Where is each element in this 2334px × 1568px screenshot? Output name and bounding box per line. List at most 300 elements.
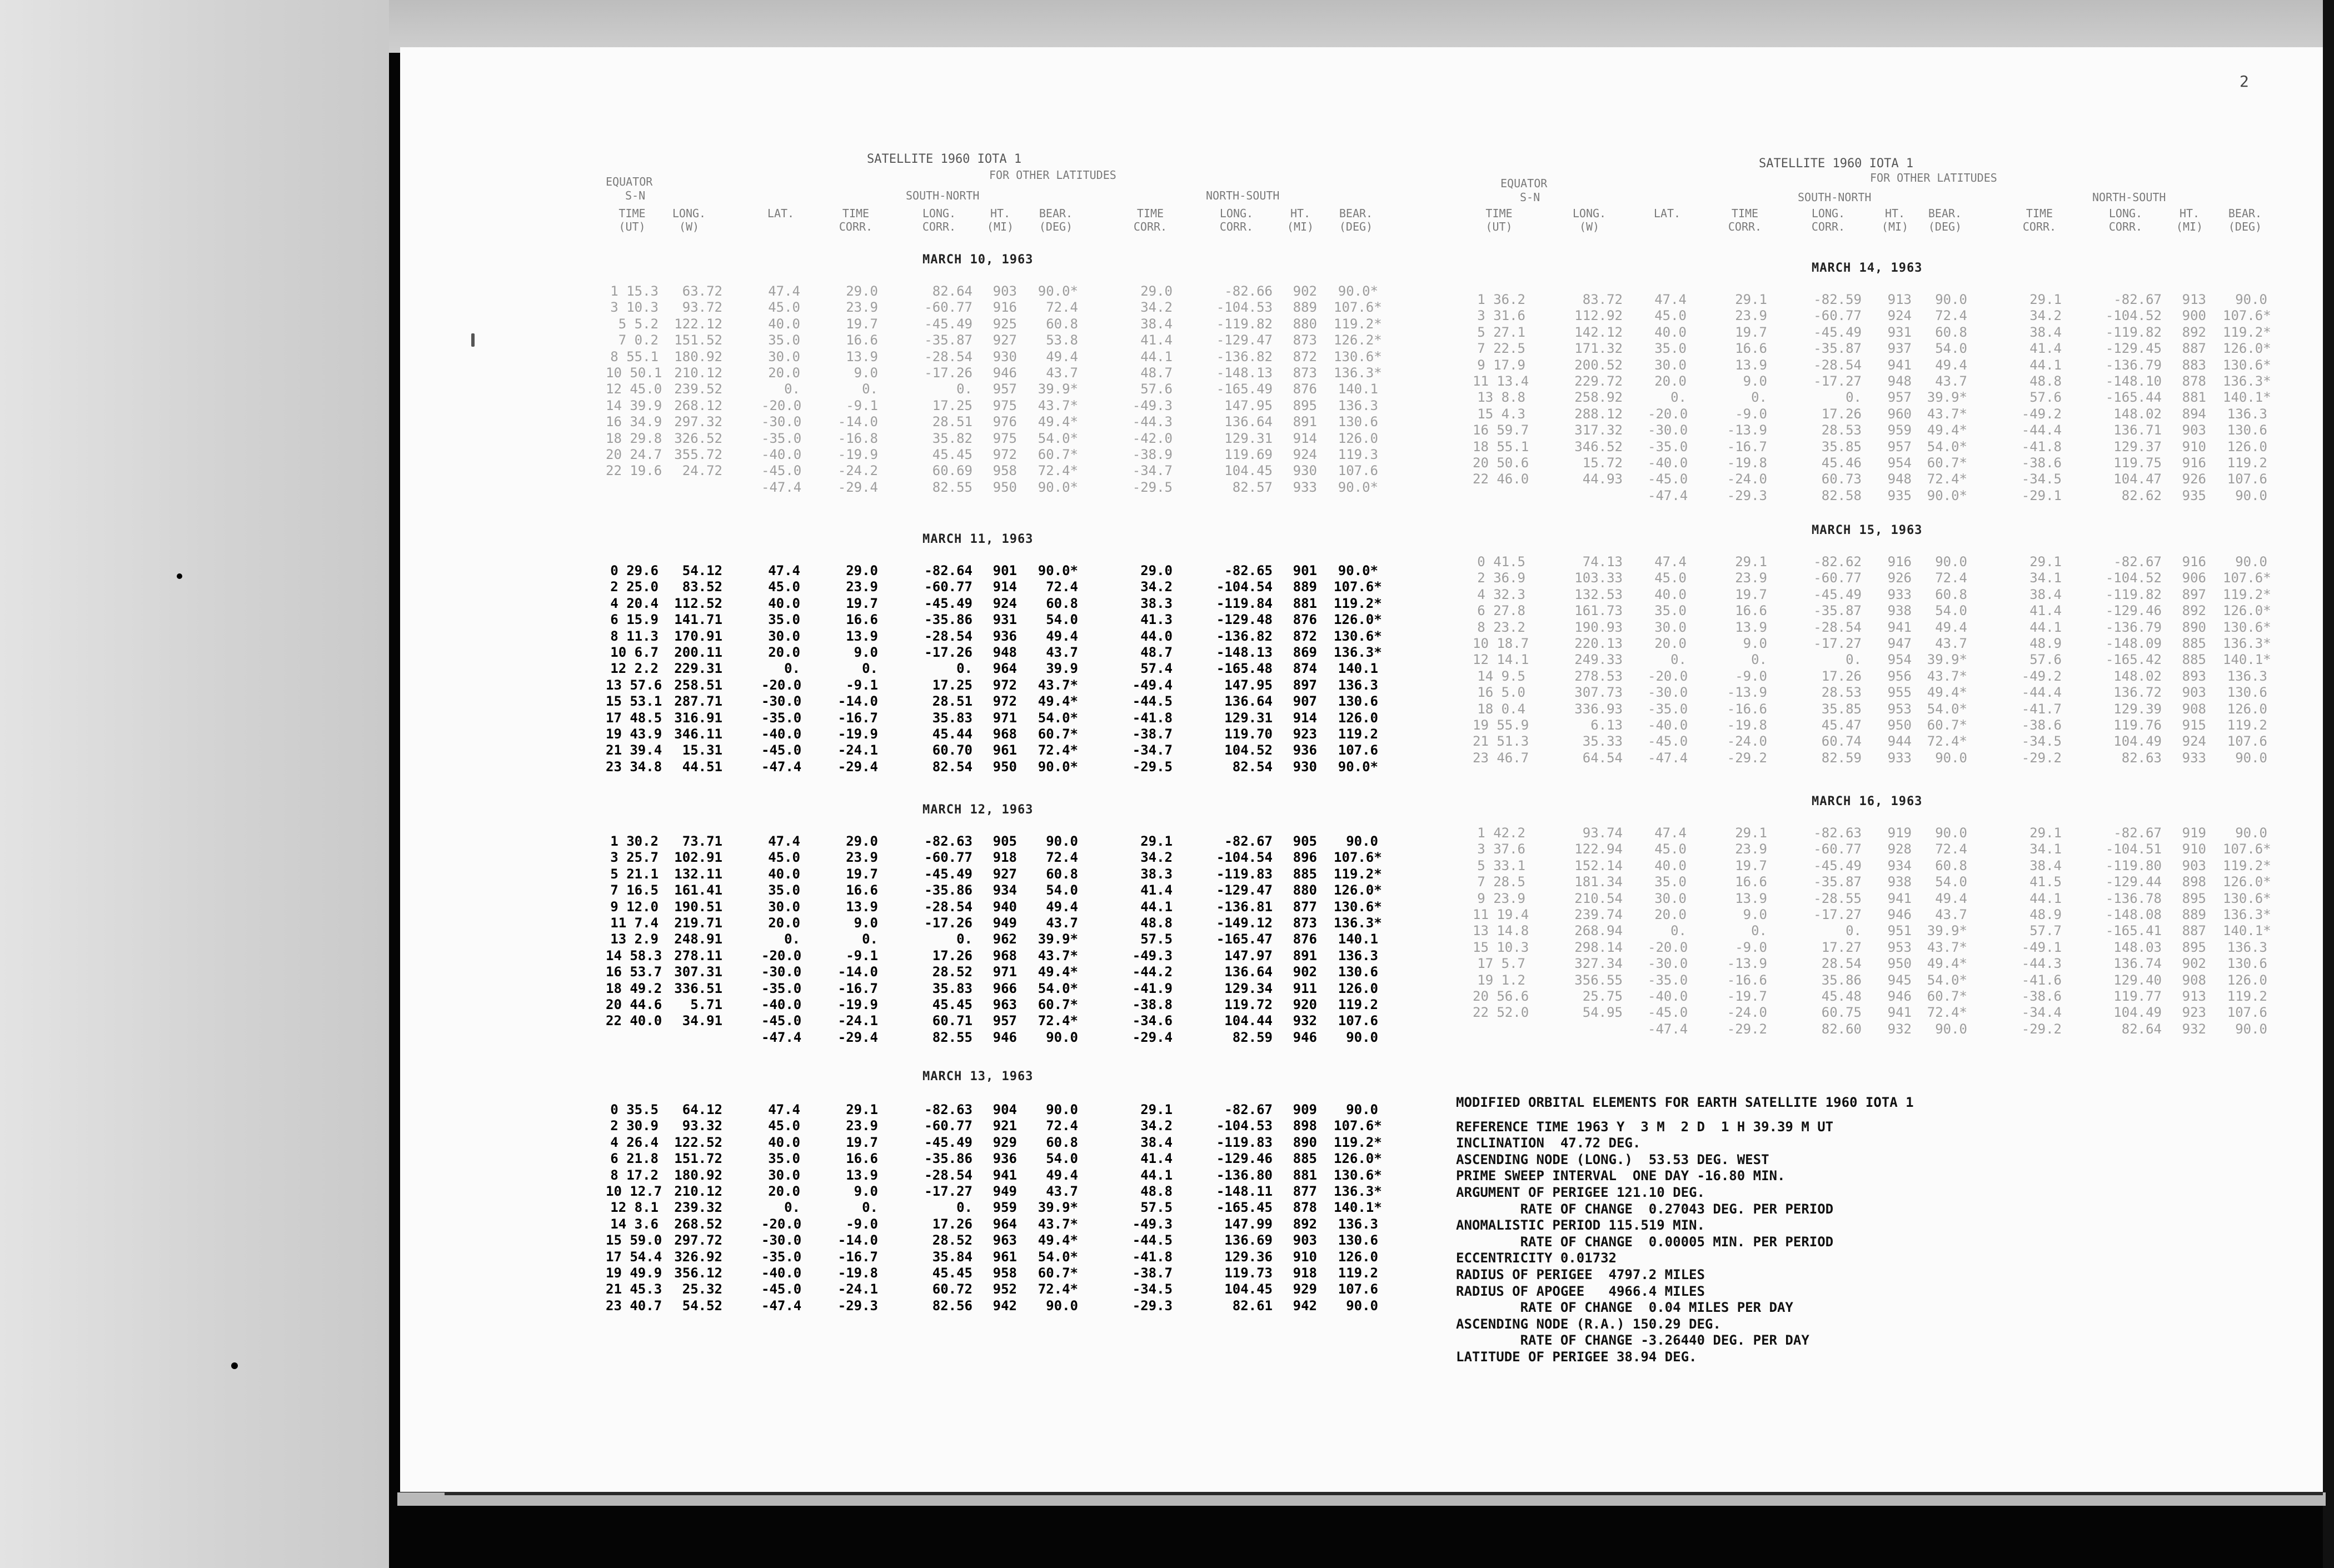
table-cell: 119.72 bbox=[1224, 997, 1273, 1012]
table-cell: -41.8 bbox=[2021, 438, 2062, 455]
table-cell: 107.6 bbox=[1338, 463, 1378, 479]
table-cell: 82.63 bbox=[2121, 750, 2162, 766]
table-cell: 39.9* bbox=[1038, 1200, 1078, 1216]
table-cell: 39.9* bbox=[1038, 931, 1078, 947]
table-cell: -136.82 bbox=[1216, 348, 1273, 364]
table-cell: 16.6 bbox=[1735, 603, 1767, 619]
table-cell: 47.4 bbox=[768, 563, 800, 578]
table-cell: 918 bbox=[993, 850, 1017, 866]
table-cell: 104.49 bbox=[2113, 733, 2162, 750]
table-cell: 892 bbox=[2182, 324, 2206, 340]
table-cell: 5 33.1 bbox=[1477, 857, 1525, 873]
table-cell: 962 bbox=[993, 931, 1017, 947]
table-cell: 9.0 bbox=[854, 1184, 878, 1199]
table-cell: 20 44.6 bbox=[606, 997, 662, 1012]
section-title: MARCH 14, 1963 bbox=[1812, 261, 1923, 275]
table-cell: 126.0 bbox=[1338, 710, 1378, 726]
table-cell: -29.4 bbox=[837, 479, 878, 495]
table-cell: 24.72 bbox=[682, 463, 722, 479]
table-cell: -38.7 bbox=[1132, 726, 1173, 742]
table-cell: -49.3 bbox=[1132, 397, 1173, 413]
table-cell: 82.54 bbox=[1232, 758, 1273, 775]
table-cell: 30.0 bbox=[768, 348, 800, 364]
table-cell: -16.7 bbox=[837, 1249, 878, 1265]
table-cell: 976 bbox=[993, 414, 1017, 430]
table-cell: -148.09 bbox=[2105, 636, 2162, 651]
table-cell: 126.0 bbox=[2227, 438, 2267, 455]
table-cell: -119.83 bbox=[1216, 1134, 1273, 1150]
table-cell: 914 bbox=[1293, 710, 1317, 726]
table-cell: 112.52 bbox=[674, 595, 722, 611]
table-cell: -165.47 bbox=[1216, 931, 1273, 947]
table-cell: -44.3 bbox=[2021, 956, 2062, 972]
table-cell: 963 bbox=[993, 997, 1017, 1012]
table-cell: -29.3 bbox=[1132, 1297, 1173, 1314]
table-cell: 107.6 bbox=[1338, 742, 1378, 758]
table-cell: 17.26 bbox=[932, 947, 972, 963]
table-cell: 171.32 bbox=[1574, 341, 1623, 357]
background-top bbox=[389, 0, 2334, 53]
table-cell: 54.0* bbox=[1927, 972, 1967, 988]
table-cell: 918 bbox=[1293, 1265, 1317, 1281]
table-cell: -45.0 bbox=[761, 463, 802, 479]
table-cell: 30.0 bbox=[1654, 890, 1687, 906]
table-cell: -129.47 bbox=[1216, 332, 1273, 348]
table-cell: 957 bbox=[1887, 438, 1912, 455]
table-cell: 924 bbox=[1293, 447, 1317, 462]
table-cell: 239.74 bbox=[1574, 907, 1623, 922]
orbital-element-line: ARGUMENT OF PERIGEE 121.10 DEG. bbox=[1456, 1184, 1705, 1200]
table-cell: 6 15.9 bbox=[610, 612, 659, 628]
table-cell: -119.84 bbox=[1216, 595, 1273, 611]
table-cell: 957 bbox=[993, 1013, 1017, 1029]
table-cell: -24.0 bbox=[1727, 1005, 1767, 1021]
table-cell: 936 bbox=[1293, 742, 1317, 758]
table-cell: 16 34.9 bbox=[606, 414, 662, 430]
table-cell: -38.8 bbox=[1132, 997, 1173, 1012]
table-cell: 54.0* bbox=[1927, 701, 1967, 717]
table-cell: 17.27 bbox=[1821, 939, 1862, 955]
table-cell: 346.11 bbox=[674, 726, 722, 742]
table-cell: 72.4 bbox=[1935, 570, 1967, 586]
table-cell: 126.0 bbox=[1338, 430, 1378, 446]
table-cell: 17.25 bbox=[932, 677, 972, 693]
table-cell: 60.72 bbox=[932, 1281, 972, 1297]
table-cell: 147.95 bbox=[1224, 397, 1273, 413]
table-cell: 20.0 bbox=[768, 915, 800, 931]
table-cell: 130.6* bbox=[2223, 890, 2271, 906]
table-cell: 48.7 bbox=[1140, 645, 1173, 660]
table-cell: -24.1 bbox=[837, 1281, 878, 1297]
table-cell: 49.4* bbox=[1927, 956, 1967, 972]
table-cell: -47.4 bbox=[1648, 750, 1688, 766]
table-cell: 40.0 bbox=[768, 866, 800, 882]
table-cell: 90.0* bbox=[1038, 563, 1078, 578]
table-cell: 23.9 bbox=[846, 1118, 878, 1134]
table-cell: 893 bbox=[2182, 668, 2206, 684]
table-cell: 60.8 bbox=[1935, 586, 1967, 602]
table-cell: 148.02 bbox=[2113, 406, 2162, 422]
table-cell: 239.32 bbox=[674, 1200, 722, 1216]
table-cell: 928 bbox=[1887, 841, 1912, 857]
table-cell: -148.13 bbox=[1216, 365, 1273, 381]
table-cell: -136.79 bbox=[2105, 357, 2162, 373]
table-cell: 107.6* bbox=[2223, 570, 2271, 586]
column-label: HT. (MI) bbox=[1286, 207, 1314, 233]
table-cell: 945 bbox=[1887, 972, 1912, 988]
table-cell: -119.80 bbox=[2105, 857, 2162, 873]
table-cell: 107.6* bbox=[1334, 850, 1382, 866]
table-cell: 22 46.0 bbox=[1473, 471, 1529, 487]
table-cell: 23.9 bbox=[846, 850, 878, 866]
table-cell: 39.9* bbox=[1927, 923, 1967, 939]
table-cell: 3 31.6 bbox=[1477, 308, 1525, 324]
table-cell: -16.8 bbox=[837, 430, 878, 446]
table-cell: 0. bbox=[862, 931, 878, 947]
table-cell: 147.97 bbox=[1224, 947, 1273, 963]
table-cell: 39.9* bbox=[1927, 652, 1967, 668]
table-cell: -38.7 bbox=[1132, 1265, 1173, 1281]
table-cell: 931 bbox=[993, 612, 1017, 628]
table-cell: 937 bbox=[1887, 341, 1912, 357]
table-cell: -119.83 bbox=[1216, 866, 1273, 882]
table-cell: 34.2 bbox=[2029, 308, 2062, 324]
table-cell: 975 bbox=[993, 430, 1017, 446]
table-cell: 946 bbox=[1887, 988, 1912, 1004]
table-cell: 951 bbox=[1887, 923, 1912, 939]
table-cell: 72.4* bbox=[1927, 471, 1967, 487]
table-cell: 148.02 bbox=[2113, 668, 2162, 684]
table-cell: 90.0 bbox=[1346, 1297, 1378, 1314]
table-cell: 287.71 bbox=[674, 693, 722, 710]
table-cell: 54.0* bbox=[1038, 710, 1078, 726]
table-cell: 72.4* bbox=[1927, 1005, 1967, 1021]
table-cell: 35.86 bbox=[1821, 972, 1862, 988]
table-cell: 48.7 bbox=[1140, 365, 1173, 381]
orbital-element-line: ANOMALISTIC PERIOD 115.519 MIN. bbox=[1456, 1217, 1705, 1234]
table-cell: 933 bbox=[2182, 750, 2206, 766]
table-cell: 34.1 bbox=[2029, 841, 2062, 857]
table-cell: 45.46 bbox=[1821, 455, 1862, 471]
table-cell: 49.4* bbox=[1038, 964, 1078, 980]
table-cell: 38.3 bbox=[1140, 595, 1173, 611]
table-cell: 129.39 bbox=[2113, 701, 2162, 717]
table-cell: 258.92 bbox=[1574, 389, 1623, 406]
table-cell: 43.7* bbox=[1038, 947, 1078, 963]
column-label: LONG. CORR. bbox=[2108, 207, 2143, 233]
table-cell: -28.54 bbox=[1813, 357, 1862, 373]
table-cell: -49.3 bbox=[1132, 1216, 1173, 1232]
table-cell: 895 bbox=[1293, 397, 1317, 413]
table-cell: -44.4 bbox=[2021, 422, 2062, 438]
table-cell: -44.3 bbox=[1132, 414, 1173, 430]
right-equator-label: EQUATOR bbox=[1500, 177, 1548, 190]
table-cell: -41.8 bbox=[1132, 1249, 1173, 1265]
table-cell: -148.13 bbox=[1216, 645, 1273, 660]
table-cell: -129.44 bbox=[2105, 874, 2162, 890]
orbital-element-line: RADIUS OF APOGEE 4966.4 MILES bbox=[1456, 1283, 1705, 1299]
table-cell: -45.0 bbox=[761, 1281, 802, 1297]
table-cell: 916 bbox=[993, 299, 1017, 316]
table-cell: -40.0 bbox=[1648, 455, 1688, 471]
table-cell: 40.0 bbox=[1654, 586, 1687, 602]
table-cell: 57.6 bbox=[1140, 381, 1173, 397]
table-cell: 161.41 bbox=[674, 882, 722, 898]
table-cell: 15.72 bbox=[1582, 455, 1623, 471]
table-cell: 28.54 bbox=[1821, 956, 1862, 972]
table-cell: 82.59 bbox=[1821, 750, 1862, 766]
table-cell: 82.60 bbox=[1821, 1021, 1862, 1037]
table-cell: 881 bbox=[1293, 595, 1317, 611]
table-cell: 180.92 bbox=[674, 348, 722, 364]
table-cell: -45.49 bbox=[1813, 324, 1862, 340]
table-cell: 90.0* bbox=[1038, 479, 1078, 495]
table-cell: 0. bbox=[956, 1200, 972, 1216]
table-cell: 923 bbox=[1293, 726, 1317, 742]
table-cell: 933 bbox=[1293, 479, 1317, 495]
table-cell: -49.3 bbox=[1132, 947, 1173, 963]
table-cell: -40.0 bbox=[761, 726, 802, 742]
table-cell: 200.11 bbox=[674, 645, 722, 660]
table-cell: -82.64 bbox=[924, 563, 972, 578]
table-cell: 878 bbox=[1293, 1200, 1317, 1216]
table-cell: 946 bbox=[1887, 907, 1912, 922]
table-cell: 903 bbox=[2182, 685, 2206, 701]
table-cell: 0. bbox=[1751, 652, 1767, 668]
table-cell: 913 bbox=[2182, 988, 2206, 1004]
table-cell: 49.4* bbox=[1927, 685, 1967, 701]
table-cell: 950 bbox=[1887, 717, 1912, 733]
table-cell: 130.6* bbox=[2223, 357, 2271, 373]
table-cell: 136.3 bbox=[1338, 677, 1378, 693]
table-cell: 904 bbox=[993, 1102, 1017, 1117]
table-cell: 905 bbox=[1293, 833, 1317, 849]
table-cell: 147.95 bbox=[1224, 677, 1273, 693]
table-cell: 136.69 bbox=[1224, 1232, 1273, 1249]
table-cell: 60.69 bbox=[932, 463, 972, 479]
table-cell: 129.37 bbox=[2113, 438, 2162, 455]
table-cell: 895 bbox=[2182, 939, 2206, 955]
table-cell: 72.4* bbox=[1038, 1013, 1078, 1029]
table-cell: 20.0 bbox=[1654, 373, 1687, 389]
table-cell: 932 bbox=[2182, 1021, 2206, 1037]
table-cell: 34.1 bbox=[2029, 570, 2062, 586]
table-cell: 21 45.3 bbox=[606, 1281, 662, 1297]
table-cell: 90.0 bbox=[1046, 1297, 1078, 1314]
table-cell: 54.0 bbox=[1046, 1151, 1078, 1167]
table-cell: 936 bbox=[993, 628, 1017, 644]
table-cell: 2 30.9 bbox=[610, 1118, 659, 1134]
table-cell: 47.4 bbox=[1654, 554, 1687, 570]
table-cell: 136.3* bbox=[2223, 907, 2271, 922]
table-cell: -82.67 bbox=[2113, 292, 2162, 307]
table-cell: 39.9* bbox=[1038, 381, 1078, 397]
table-cell: 41.4 bbox=[2029, 603, 2062, 619]
table-cell: 955 bbox=[1887, 685, 1912, 701]
column-label: BEAR. (DEG) bbox=[1339, 207, 1373, 233]
table-cell: 15 4.3 bbox=[1477, 406, 1525, 422]
table-cell: 952 bbox=[993, 1281, 1017, 1297]
table-cell: 60.71 bbox=[932, 1013, 972, 1029]
table-cell: 880 bbox=[1293, 316, 1317, 332]
table-cell: -119.82 bbox=[1216, 316, 1273, 332]
table-cell: 90.0* bbox=[1338, 283, 1378, 299]
table-cell: 90.0* bbox=[1038, 283, 1078, 299]
table-cell: 107.6 bbox=[1338, 1281, 1378, 1297]
table-cell: 35.33 bbox=[1582, 733, 1623, 750]
table-cell: 19 43.9 bbox=[606, 726, 662, 742]
table-cell: 107.6* bbox=[1334, 579, 1382, 595]
table-cell: -34.5 bbox=[2021, 733, 2062, 750]
table-cell: 883 bbox=[2182, 357, 2206, 373]
table-cell: 9 12.0 bbox=[610, 898, 659, 915]
table-cell: -42.0 bbox=[1132, 430, 1173, 446]
table-cell: 9.0 bbox=[854, 915, 878, 931]
table-cell: -29.5 bbox=[1132, 758, 1173, 775]
table-cell: 93.74 bbox=[1582, 825, 1623, 841]
table-cell: 885 bbox=[1293, 866, 1317, 882]
table-cell: 961 bbox=[993, 1249, 1017, 1265]
table-cell: 356.55 bbox=[1574, 972, 1623, 988]
table-cell: 90.0* bbox=[1927, 487, 1967, 503]
table-cell: 136.3* bbox=[2223, 636, 2271, 651]
table-cell: 90.0* bbox=[1338, 563, 1378, 578]
table-cell: -14.0 bbox=[837, 1232, 878, 1249]
table-cell: 268.94 bbox=[1574, 923, 1623, 939]
table-cell: -17.26 bbox=[924, 915, 972, 931]
left-satellite-title: SATELLITE 1960 IOTA 1 bbox=[867, 152, 1022, 166]
table-cell: 911 bbox=[1293, 980, 1317, 996]
table-cell: -19.9 bbox=[837, 447, 878, 462]
table-cell: -82.67 bbox=[1224, 1102, 1273, 1117]
table-cell: -29.2 bbox=[1727, 1021, 1767, 1037]
table-cell: 122.12 bbox=[674, 316, 722, 332]
table-cell: -17.26 bbox=[924, 365, 972, 381]
table-cell: 83.72 bbox=[1582, 292, 1623, 307]
table-cell: -9.0 bbox=[1735, 668, 1767, 684]
table-cell: 892 bbox=[1293, 1216, 1317, 1232]
left-other-latitudes-label: FOR OTHER LATITUDES bbox=[989, 168, 1116, 182]
table-cell: 72.4 bbox=[1935, 841, 1967, 857]
orbital-element-line: RATE OF CHANGE 0.04 MILES PER DAY bbox=[1456, 1300, 1793, 1316]
table-cell: 136.3 bbox=[1338, 1216, 1378, 1232]
column-label: TIME (UT) bbox=[619, 207, 646, 233]
table-cell: 900 bbox=[2182, 308, 2206, 324]
table-cell: 29.1 bbox=[2029, 292, 2062, 307]
table-cell: 874 bbox=[1293, 661, 1317, 677]
table-cell: -17.26 bbox=[924, 645, 972, 660]
table-cell: 35.0 bbox=[768, 612, 800, 628]
table-cell: 38.4 bbox=[1140, 316, 1173, 332]
column-label: BEAR. (DEG) bbox=[2228, 207, 2262, 233]
table-cell: 938 bbox=[1887, 874, 1912, 890]
table-cell: 946 bbox=[1293, 1029, 1317, 1045]
table-cell: 927 bbox=[993, 866, 1017, 882]
table-cell: 210.12 bbox=[674, 1184, 722, 1199]
table-cell: -44.5 bbox=[1132, 693, 1173, 710]
table-cell: 8 17.2 bbox=[610, 1167, 659, 1183]
table-cell: 49.4 bbox=[1046, 348, 1078, 364]
table-cell: 60.70 bbox=[932, 742, 972, 758]
table-cell: 28.51 bbox=[932, 693, 972, 710]
table-cell: 923 bbox=[2182, 1005, 2206, 1021]
table-cell: 9.0 bbox=[854, 365, 878, 381]
table-cell: -35.86 bbox=[924, 882, 972, 898]
table-cell: 39.9* bbox=[1927, 389, 1967, 406]
table-cell: 0 29.6 bbox=[610, 563, 659, 578]
table-cell: 57.5 bbox=[1140, 931, 1173, 947]
table-cell: 23.9 bbox=[846, 579, 878, 595]
table-cell: 873 bbox=[1293, 365, 1317, 381]
table-cell: 941 bbox=[1887, 357, 1912, 373]
table-cell: 869 bbox=[1293, 645, 1317, 660]
page-bottom-edge bbox=[445, 1492, 2323, 1495]
table-cell: 35.0 bbox=[768, 882, 800, 898]
table-cell: 29.1 bbox=[1735, 825, 1767, 841]
table-cell: 19.7 bbox=[1735, 324, 1767, 340]
table-cell: 82.54 bbox=[932, 758, 972, 775]
table-cell: 210.12 bbox=[674, 365, 722, 381]
table-cell: -45.49 bbox=[924, 866, 972, 882]
table-cell: -34.5 bbox=[2021, 471, 2062, 487]
table-cell: 297.72 bbox=[674, 1232, 722, 1249]
table-cell: 45.45 bbox=[932, 997, 972, 1012]
table-cell: 16 59.7 bbox=[1473, 422, 1529, 438]
table-cell: 948 bbox=[1887, 373, 1912, 389]
table-cell: 72.4* bbox=[1038, 463, 1078, 479]
table-cell: 126.0* bbox=[2223, 874, 2271, 890]
table-cell: -47.4 bbox=[1648, 1021, 1688, 1037]
column-label: TIME CORR. bbox=[1133, 207, 1168, 233]
table-cell: 0. bbox=[784, 1200, 800, 1216]
table-cell: 0. bbox=[784, 661, 800, 677]
column-label: TIME (UT) bbox=[1485, 207, 1513, 233]
table-cell: -35.0 bbox=[1648, 701, 1688, 717]
table-cell: 107.6* bbox=[1334, 1118, 1382, 1134]
table-cell: 891 bbox=[1293, 414, 1317, 430]
table-cell: -20.0 bbox=[761, 397, 802, 413]
table-cell: 90.0 bbox=[1935, 1021, 1967, 1037]
table-cell: -82.62 bbox=[1813, 554, 1862, 570]
table-cell: 45.45 bbox=[932, 1265, 972, 1281]
section-title: MARCH 15, 1963 bbox=[1812, 523, 1923, 537]
table-cell: 72.4* bbox=[1927, 733, 1967, 750]
table-cell: 35.83 bbox=[932, 980, 972, 996]
table-cell: 57.7 bbox=[2029, 923, 2062, 939]
table-cell: 40.0 bbox=[768, 316, 800, 332]
table-cell: -30.0 bbox=[761, 1232, 802, 1249]
table-cell: 20 56.6 bbox=[1473, 988, 1529, 1004]
table-cell: 104.45 bbox=[1224, 463, 1273, 479]
table-cell: -104.54 bbox=[1216, 579, 1273, 595]
table-cell: 140.1* bbox=[1334, 1200, 1382, 1216]
table-cell: 126.2* bbox=[1334, 332, 1382, 348]
table-cell: 136.3* bbox=[1334, 915, 1382, 931]
table-cell: 119.70 bbox=[1224, 726, 1273, 742]
table-cell: 898 bbox=[2182, 874, 2206, 890]
table-cell: -165.48 bbox=[1216, 661, 1273, 677]
table-cell: -20.0 bbox=[1648, 939, 1688, 955]
table-cell: 60.7* bbox=[1038, 447, 1078, 462]
table-cell: 5 27.1 bbox=[1477, 324, 1525, 340]
table-cell: 129.31 bbox=[1224, 430, 1273, 446]
table-cell: -35.86 bbox=[924, 612, 972, 628]
table-cell: 959 bbox=[993, 1200, 1017, 1216]
table-cell: -129.47 bbox=[1216, 882, 1273, 898]
table-cell: 4 20.4 bbox=[610, 595, 659, 611]
table-cell: 9.0 bbox=[854, 645, 878, 660]
table-cell: -45.0 bbox=[1648, 471, 1688, 487]
